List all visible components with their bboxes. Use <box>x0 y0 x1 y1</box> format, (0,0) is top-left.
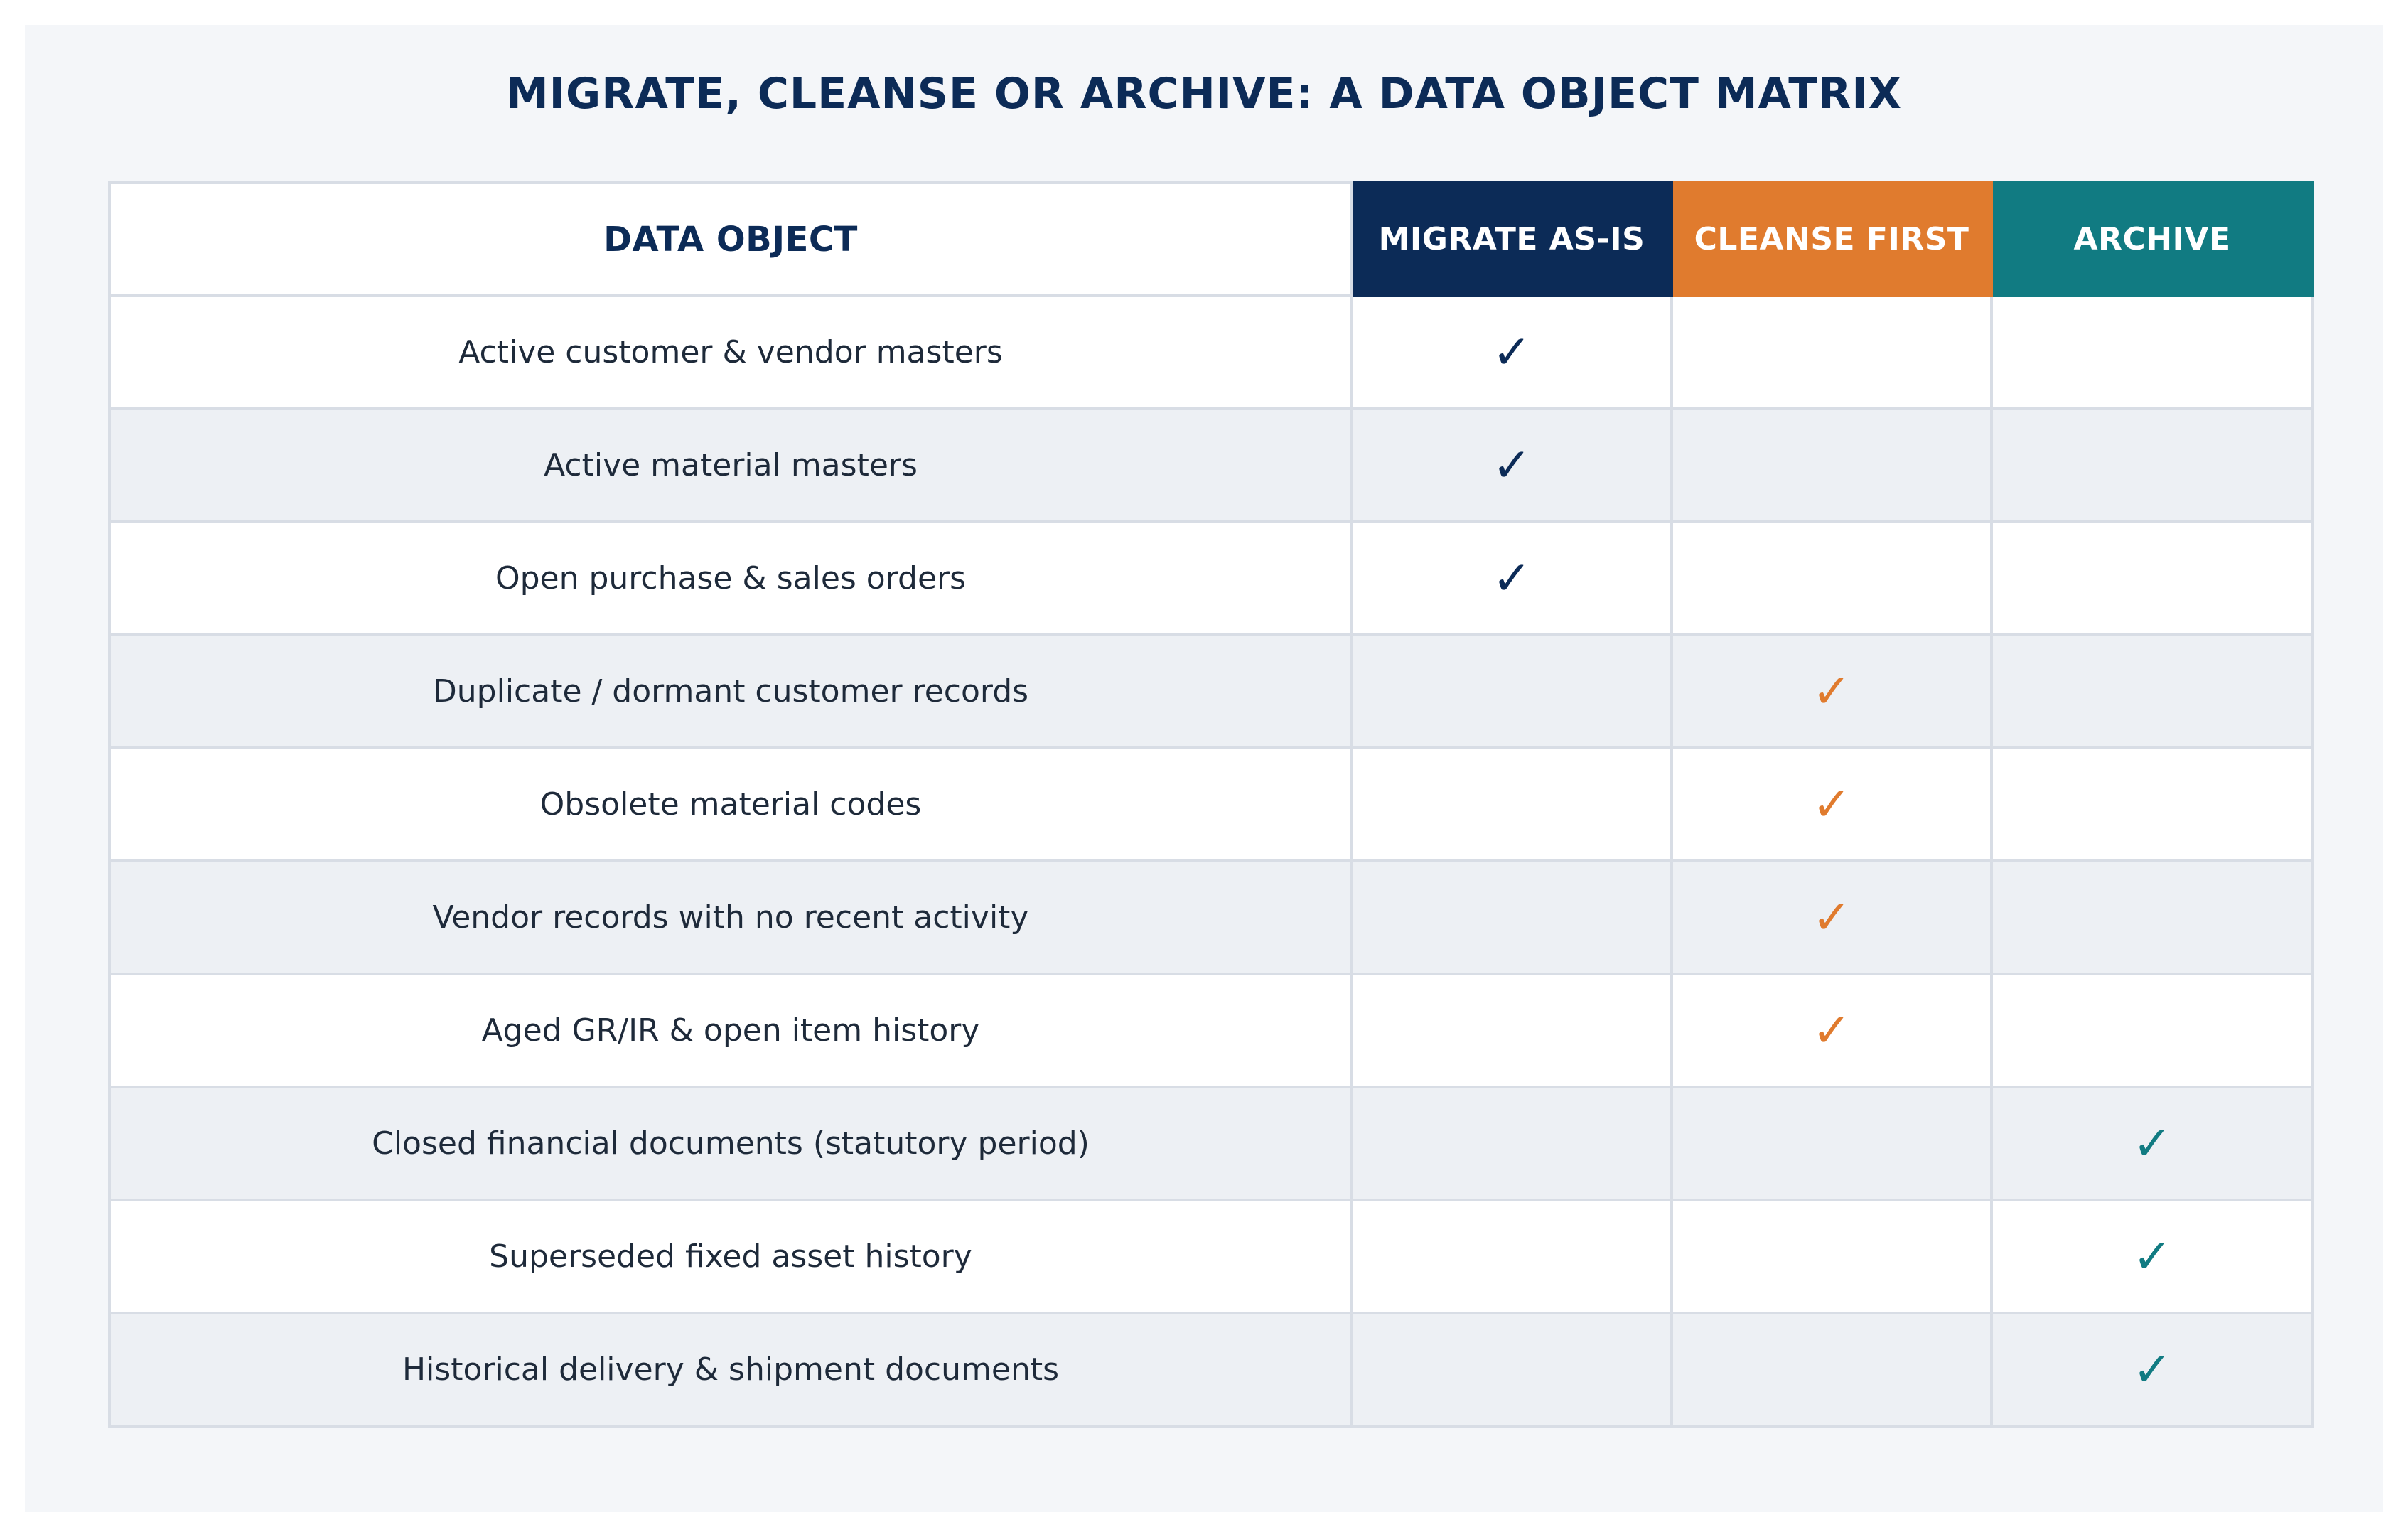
archive-cell <box>1992 1313 2313 1426</box>
page-title: MIGRATE, CLEANSE OR ARCHIVE: A DATA OBJECT MATRIX <box>505 69 1903 119</box>
check-icon: ✓ <box>2132 1115 2172 1171</box>
migrate-cell <box>1352 522 1672 635</box>
table-row <box>109 522 2313 635</box>
check-icon: ✓ <box>1812 776 1851 832</box>
cleanse-cell <box>1672 1313 1992 1426</box>
table-row <box>109 296 2313 409</box>
check-icon: ✓ <box>1492 324 1532 380</box>
check-icon: ✓ <box>2132 1341 2172 1397</box>
migrate-cell <box>1352 1087 1672 1200</box>
data-object-cell: Closed financial documents (statutory period) <box>109 1087 1352 1200</box>
cleanse-cell <box>1672 635 1992 748</box>
cleanse-cell <box>1672 409 1992 522</box>
data-object-cell: Superseded fixed asset history <box>109 1200 1352 1313</box>
check-icon: ✓ <box>2132 1228 2172 1284</box>
migrate-cell <box>1352 409 1672 522</box>
migrate-cell <box>1352 748 1672 861</box>
check-icon: ✓ <box>1492 550 1532 606</box>
data-object-cell: Duplicate / dormant customer records <box>109 635 1352 748</box>
header-migrate-as-is: MIGRATE AS-IS <box>1352 183 1672 296</box>
cleanse-cell <box>1672 861 1992 974</box>
header-archive: ARCHIVE <box>1992 183 2313 296</box>
archive-cell <box>1992 1087 2313 1200</box>
cleanse-cell <box>1672 522 1992 635</box>
migrate-cell <box>1352 861 1672 974</box>
migrate-cell <box>1352 1200 1672 1313</box>
header-data-object: DATA OBJECT <box>109 183 1352 296</box>
cleanse-cell <box>1672 1087 1992 1200</box>
data-object-cell: Active customer & vendor masters <box>109 296 1352 409</box>
migrate-cell <box>1352 974 1672 1087</box>
table-row <box>109 1200 2313 1313</box>
data-object-cell: Open purchase & sales orders <box>109 522 1352 635</box>
migrate-cell <box>1352 1313 1672 1426</box>
archive-cell <box>1992 409 2313 522</box>
check-icon: ✓ <box>1812 889 1851 945</box>
table-row <box>109 409 2313 522</box>
header-cleanse-first: CLEANSE FIRST <box>1672 183 1992 296</box>
table-row <box>109 748 2313 861</box>
archive-cell <box>1992 522 2313 635</box>
data-object-cell: Obsolete material codes <box>109 748 1352 861</box>
archive-cell <box>1992 296 2313 409</box>
table-row <box>109 861 2313 974</box>
data-object-cell: Historical delivery & shipment documents <box>109 1313 1352 1426</box>
migrate-cell <box>1352 635 1672 748</box>
matrix-panel <box>25 25 2383 1512</box>
migrate-cell <box>1352 296 1672 409</box>
data-object-cell: Vendor records with no recent activity <box>109 861 1352 974</box>
archive-cell <box>1992 748 2313 861</box>
table-row <box>109 974 2313 1087</box>
data-object-matrix <box>108 181 2314 1428</box>
cleanse-cell <box>1672 748 1992 861</box>
check-icon: ✓ <box>1812 1002 1851 1058</box>
table-row <box>109 635 2313 748</box>
data-object-cell: Active material masters <box>109 409 1352 522</box>
table-row <box>109 1313 2313 1426</box>
cleanse-cell <box>1672 296 1992 409</box>
archive-cell <box>1992 861 2313 974</box>
data-object-cell: Aged GR/IR & open item history <box>109 974 1352 1087</box>
table-row <box>109 1087 2313 1200</box>
check-icon: ✓ <box>1812 663 1851 719</box>
cleanse-cell <box>1672 1200 1992 1313</box>
cleanse-cell <box>1672 974 1992 1087</box>
archive-cell <box>1992 974 2313 1087</box>
archive-cell <box>1992 635 2313 748</box>
check-icon: ✓ <box>1492 437 1532 493</box>
header-row <box>109 183 2313 296</box>
archive-cell <box>1992 1200 2313 1313</box>
